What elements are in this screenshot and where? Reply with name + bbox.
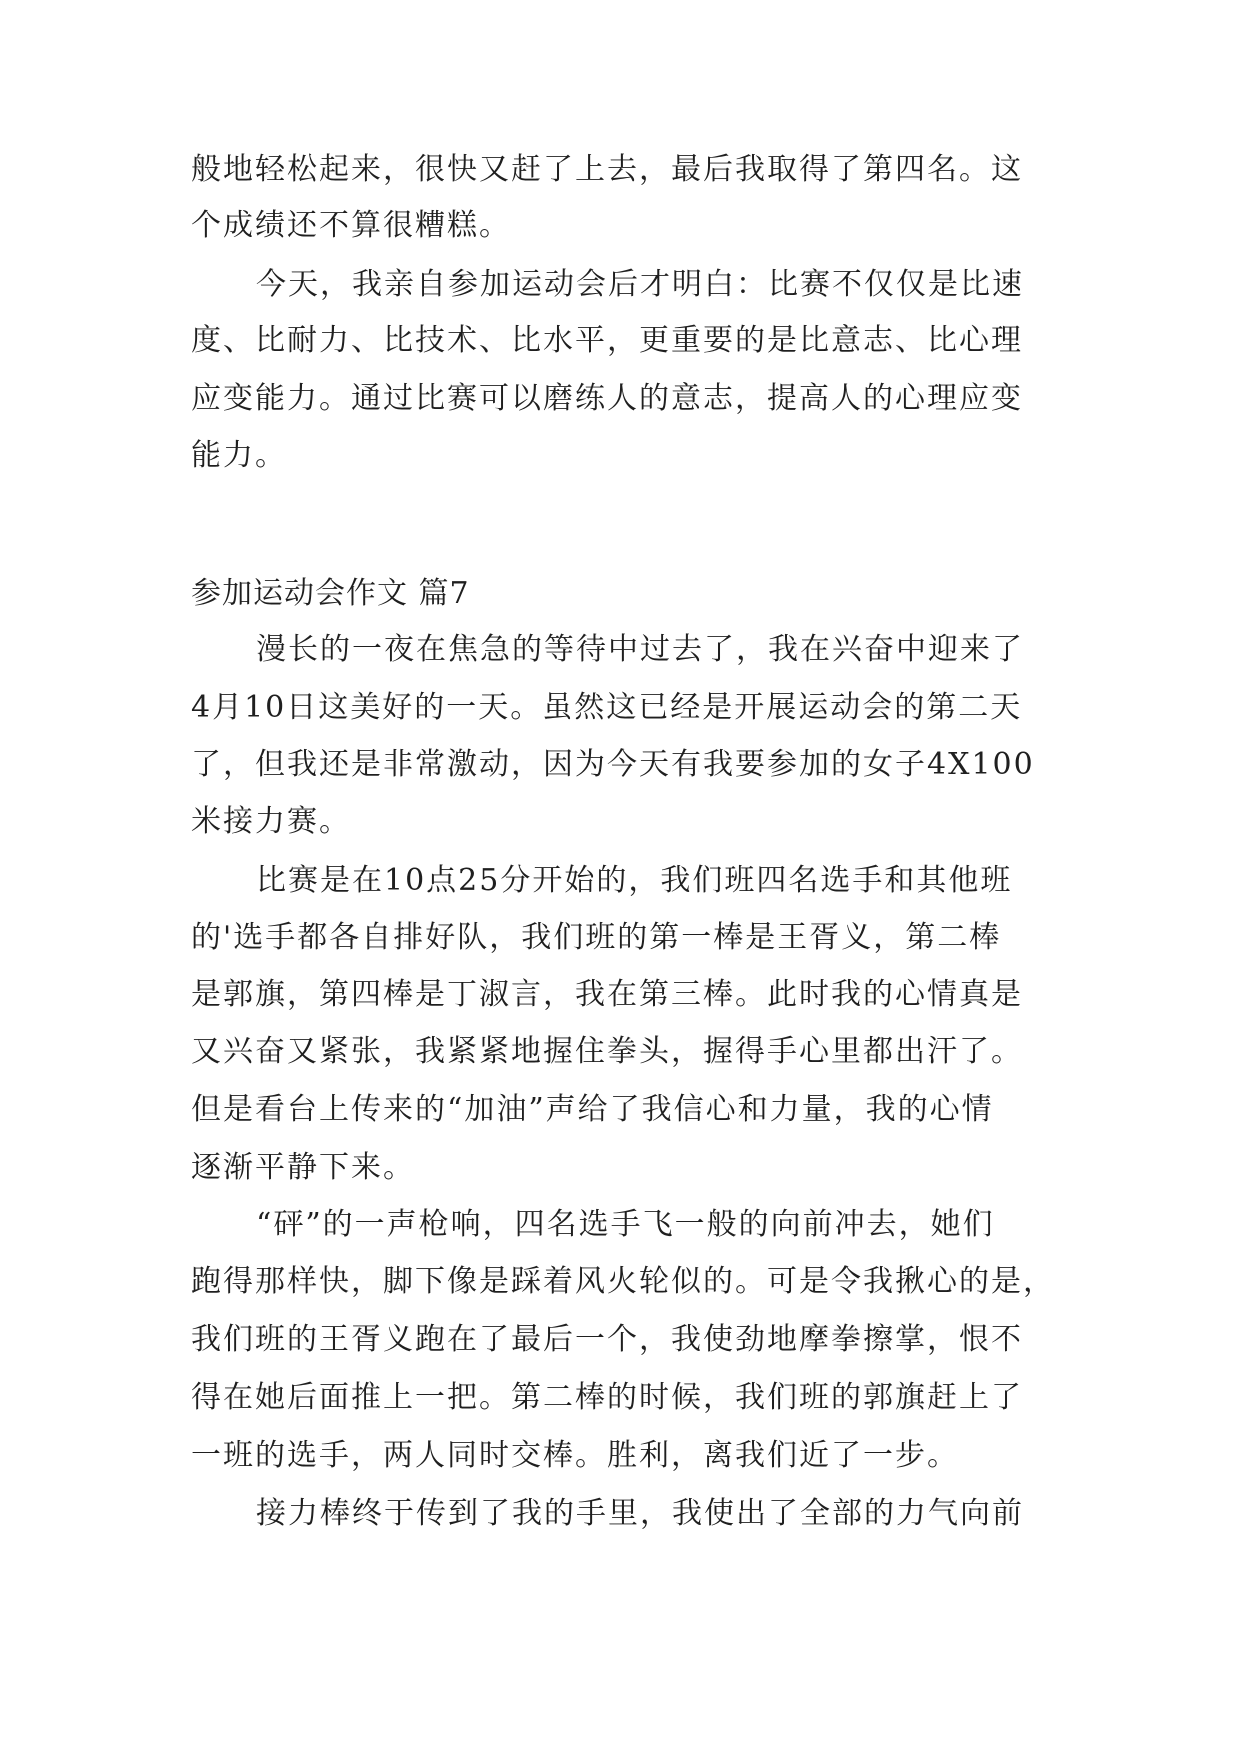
section-heading: 参加运动会作文 篇7 <box>191 576 470 611</box>
text-line: 得在她后面推上一把。第二棒的时候，我们班的郭旗赶上了 <box>191 1380 1023 1415</box>
text-line: 逐渐平静下来。 <box>191 1150 415 1185</box>
text-line: 般地轻松起来，很快又赶了上去，最后我取得了第四名。这 <box>191 152 1023 187</box>
text-line: 4月10日这美好的一天。虽然这已经是开展运动会的第二天 <box>191 690 1023 725</box>
text-line: 跑得那样快，脚下像是踩着风火轮似的。可是令我揪心的是， <box>191 1264 1055 1299</box>
text-line: 但是看台上传来的“加油”声给了我信心和力量，我的心情 <box>191 1092 994 1127</box>
text-line: 又兴奋又紧张，我紧紧地握住拳头，握得手心里都出汗了。 <box>191 1034 1023 1069</box>
text-line: 米接力赛。 <box>191 804 351 839</box>
paragraph-first-line: 漫长的一夜在焦急的等待中过去了，我在兴奋中迎来了 <box>256 632 1024 667</box>
text-line: 能力。 <box>191 438 287 473</box>
text-line: 我们班的王胥义跑在了最后一个，我使劲地摩拳擦掌，恨不 <box>191 1322 1023 1357</box>
paragraph-first-line: 今天，我亲自参加运动会后才明白：比赛不仅仅是比速 <box>256 267 1024 302</box>
text-line: 是郭旗，第四棒是丁淑言，我在第三棒。此时我的心情真是 <box>191 977 1023 1012</box>
paragraph-first-line: 接力棒终于传到了我的手里，我使出了全部的力气向前 <box>256 1496 1024 1531</box>
text-line: 了，但我还是非常激动，因为今天有我要参加的女子4X100 <box>191 747 1035 782</box>
text-line: 个成绩还不算很糟糕。 <box>191 208 511 243</box>
text-line: 应变能力。通过比赛可以磨练人的意志，提高人的心理应变 <box>191 381 1023 416</box>
paragraph-first-line: 比赛是在10点25分开始的，我们班四名选手和其他班 <box>256 863 1013 898</box>
text-line: 的'选手都各自排好队，我们班的第一棒是王胥义，第二棒 <box>191 920 1002 955</box>
paragraph-first-line: “砰”的一声枪响，四名选手飞一般的向前冲去，她们 <box>256 1207 995 1242</box>
text-line: 一班的选手，两人同时交棒。胜利，离我们近了一步。 <box>191 1438 959 1473</box>
text-line: 度、比耐力、比技术、比水平，更重要的是比意志、比心理 <box>191 323 1023 358</box>
